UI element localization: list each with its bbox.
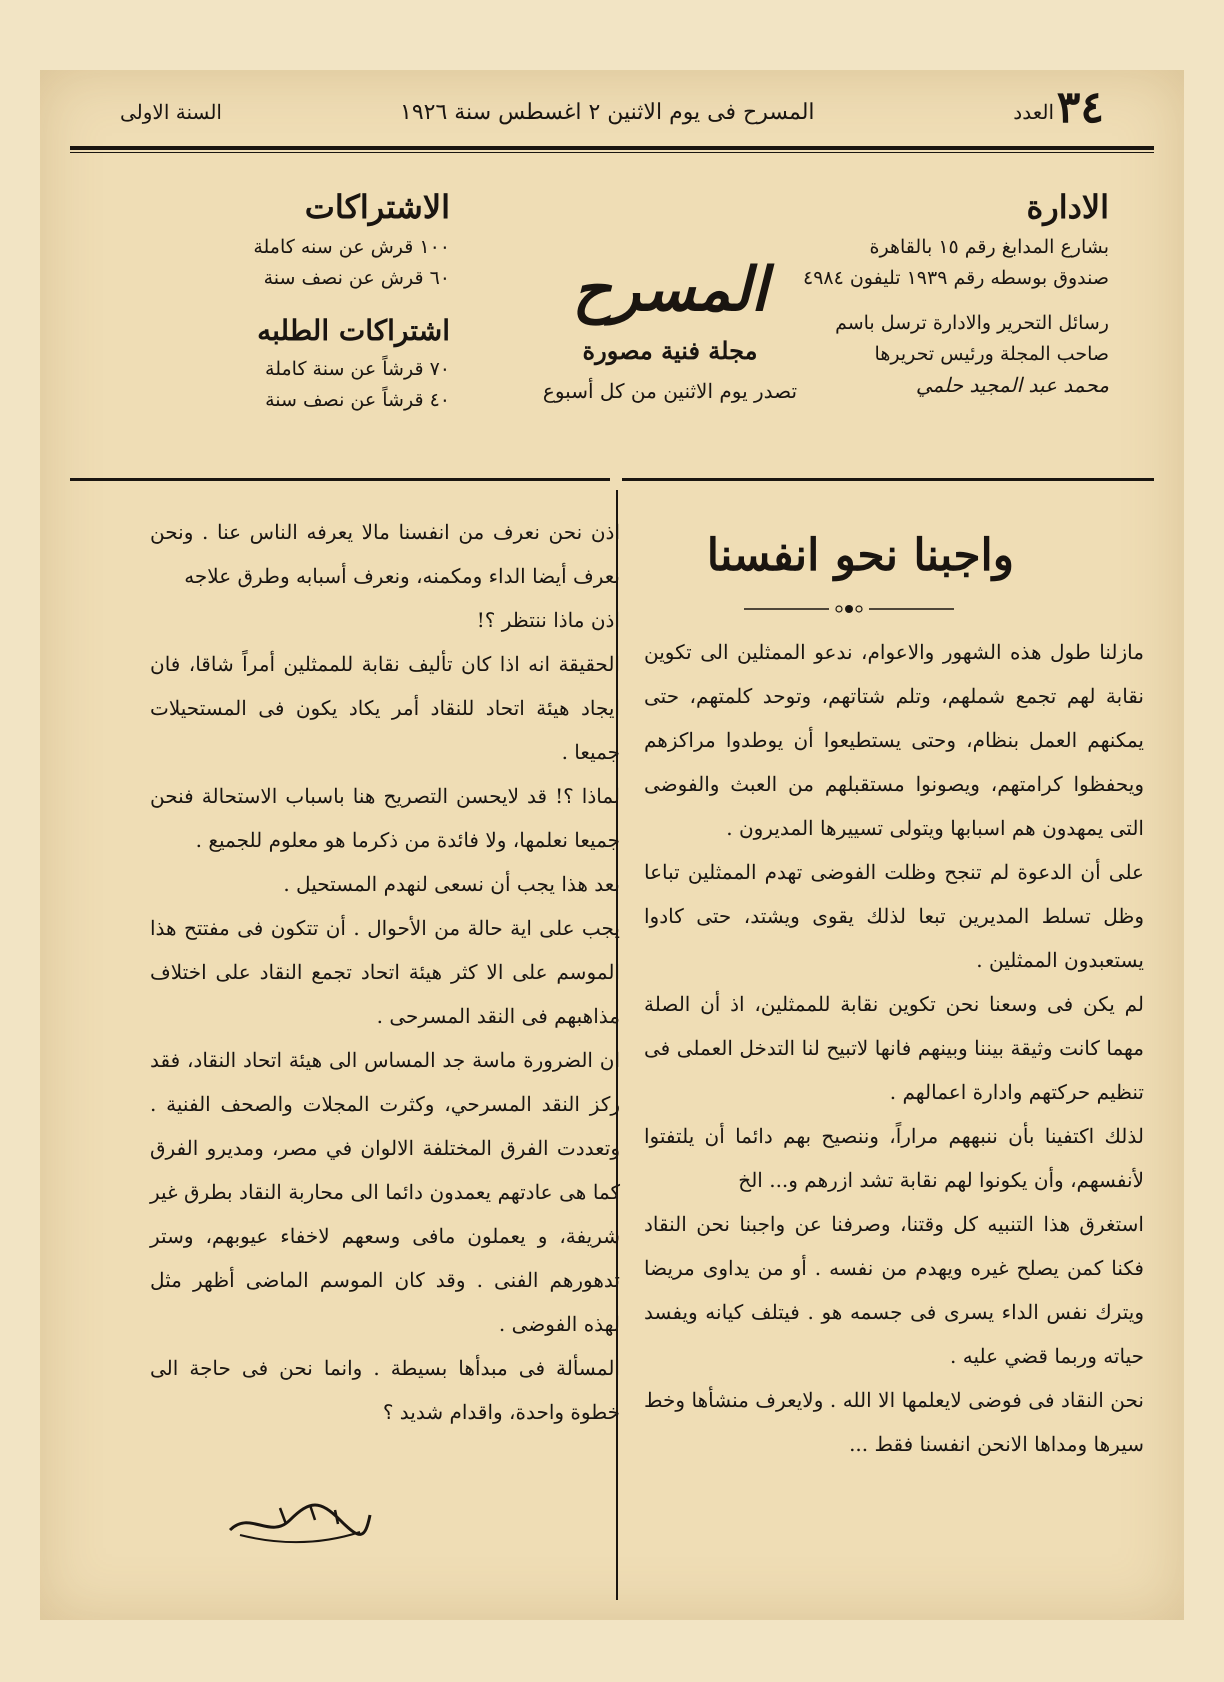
paragraph: لم يكن فى وسعنا نحن تكوين نقابة للممثلين، اذ أن الصلة مهما كانت وثيقة بيننا وبينهم فانها لاتبيح لنا التدخل العملى فى تنظيم حركتهم وادارة اعمالهم .	[644, 992, 1144, 1104]
article-left-column	[150, 510, 620, 1434]
date-line: المسرح فى يوم الاثنين ٢ اغسطس سنة ١٩٢٦	[400, 100, 815, 125]
header-bottom-rule-right	[622, 478, 1154, 481]
publication-schedule: تصدر يوم الاثنين من كل أسبوع	[542, 379, 798, 403]
paragraph: اذن نحن نعرف من انفسنا مالا يعرفه الناس عنا . ونحن نعرف أيضا الداء ومكمنه، ونعرف أسبابه وطرق علاجه	[150, 520, 620, 588]
admin-note1: رسائل التحرير والادارة ترسل باسم	[835, 312, 1109, 334]
admin-owner: محمد عبد المجيد حلمي	[915, 373, 1109, 397]
admin-note2: صاحب المجلة ورئيس تحريرها	[874, 343, 1109, 365]
magazine-subtitle: مجلة فنية مصورة	[582, 336, 758, 365]
paragraph: المسألة فى مبدأها بسيطة . وانما نحن فى حاجة الى خطوة واحدة، واقدام شديد ؟	[150, 1356, 620, 1424]
paragraph: على أن الدعوة لم تنجح وظلت الفوضى تهدم الممثلين تباعا وظل تسلط المديرين تبعا لذلك يقوى ويشتد، حتى كادوا يستعبدون الممثلين .	[644, 860, 1144, 972]
subscriptions-title: الاشتراكات	[304, 188, 450, 226]
admin-address: بشارع المدابغ رقم ١٥ بالقاهرة	[869, 236, 1109, 258]
issue-number: ٣٤	[1056, 82, 1104, 133]
subscription-full-year: ١٠٠ قرش عن سنه كاملة	[253, 236, 450, 258]
paragraph: نحن النقاد فى فوضى لايعلمها الا الله . ولايعرف منشأها وخط سيرها ومداها الانحن انفسنا فقط ...	[644, 1388, 1144, 1456]
top-rule	[70, 146, 1154, 150]
students-full-year: ٧٠ قرشاً عن سنة كاملة	[265, 358, 450, 380]
author-signature	[220, 1490, 380, 1550]
newspaper-page	[40, 70, 1184, 1620]
students-title: اشتراكات الطلبه	[257, 314, 450, 347]
admin-title: الادارة	[1026, 188, 1109, 226]
subscription-half-year: ٦٠ قرش عن نصف سنة	[263, 267, 450, 289]
article-right-column	[644, 630, 1144, 1466]
header-bottom-rule-left	[70, 478, 610, 481]
paragraph: استغرق هذا التنبيه كل وقتنا، وصرفنا عن واجبنا نحن النقاد فكنا كمن يصلح غيره ويهدم من نفسه . أو من يداوى مريضا ويترك نفس الداء يسرى فى جسمه هو . فيتلف كيانه ويفسد حياته وربما قضي عليه .	[644, 1212, 1144, 1368]
paragraph: بعد هذا يجب أن نسعى لنهدم المستحيل .	[283, 872, 620, 896]
issue-label: العدد	[1013, 100, 1054, 124]
year-label: السنة الاولى	[120, 100, 222, 124]
paragraph: مازلنا طول هذه الشهور والاعوام، ندعو الممثلين الى تكوين نقابة لهم تجمع شملهم، وتلم شتاتهم، وتوحد كلمتهم، حتى يمكنهم العمل بنظام، وحتى يستطيعوا أن يوطدوا مراكزهم ويحفظوا كرامتهم، ويصونوا مستقبلهم من العبث والفوضى التى يمهدون هم اسبابها ويتولى تسييرها المديرون .	[644, 640, 1144, 840]
paragraph: ان الضرورة ماسة جد المساس الى هيئة اتحاد النقاد، فقد ركز النقد المسرحي، وكثرت المجلات والصحف الفنية . وتعددت الفرق المختلفة الالوان في مصر، ومديرو الفرق كما هى عادتهم يعمدون دائما الى محاربة النقاد بطرق غير شريفة، و يعملون مافى وسعهم لاخفاء عيوبهم، وستر تدهورهم الفنى . وقد كان الموسم الماضى أظهر مثل لهذه الفوضى .	[150, 1048, 620, 1336]
subscriptions-block	[140, 182, 450, 416]
paragraph: لماذا ؟! قد لايحسن التصريح هنا باسباب الاستحالة فنحن جميعا نعلمها، ولا فائدة من ذكرما هو معلوم للجميع .	[150, 784, 620, 852]
paragraph: الحقيقة انه اذا كان تأليف نقابة للممثلين أمراً شاقا، فان ايجاد هيئة اتحاد للنقاد أمر يكاد يكون فى المستحيلات جميعا .	[150, 652, 620, 764]
paragraph: يجب على اية حالة من الأحوال . أن تتكون فى مفتتح هذا الموسم على الا كثر هيئة اتحاد تجمع النقاد على اختلاف مذاهبهم فى النقد المسرحى .	[150, 916, 620, 1028]
students-half-year: ٤٠ قرشاً عن نصف سنة	[265, 389, 450, 411]
article-title: واجبنا نحو انفسنا	[706, 530, 1014, 581]
masthead	[470, 250, 870, 403]
magazine-name: المسرح	[572, 255, 768, 325]
paragraph: لذلك اكتفينا بأن ننبههم مراراً، وننصيح بهم دائما أن يلتفتوا لأنفسهم، وأن يكونوا لهم نقابة تشد ازرهم و... الخ	[644, 1124, 1144, 1192]
top-rule-thin	[70, 152, 1154, 153]
title-ornament	[744, 602, 954, 616]
paragraph: اذن ماذا ننتظر ؟!	[476, 608, 620, 632]
admin-pobox: صندوق بوسطه رقم ١٩٣٩ تليفون ٤٩٨٤	[802, 267, 1109, 289]
